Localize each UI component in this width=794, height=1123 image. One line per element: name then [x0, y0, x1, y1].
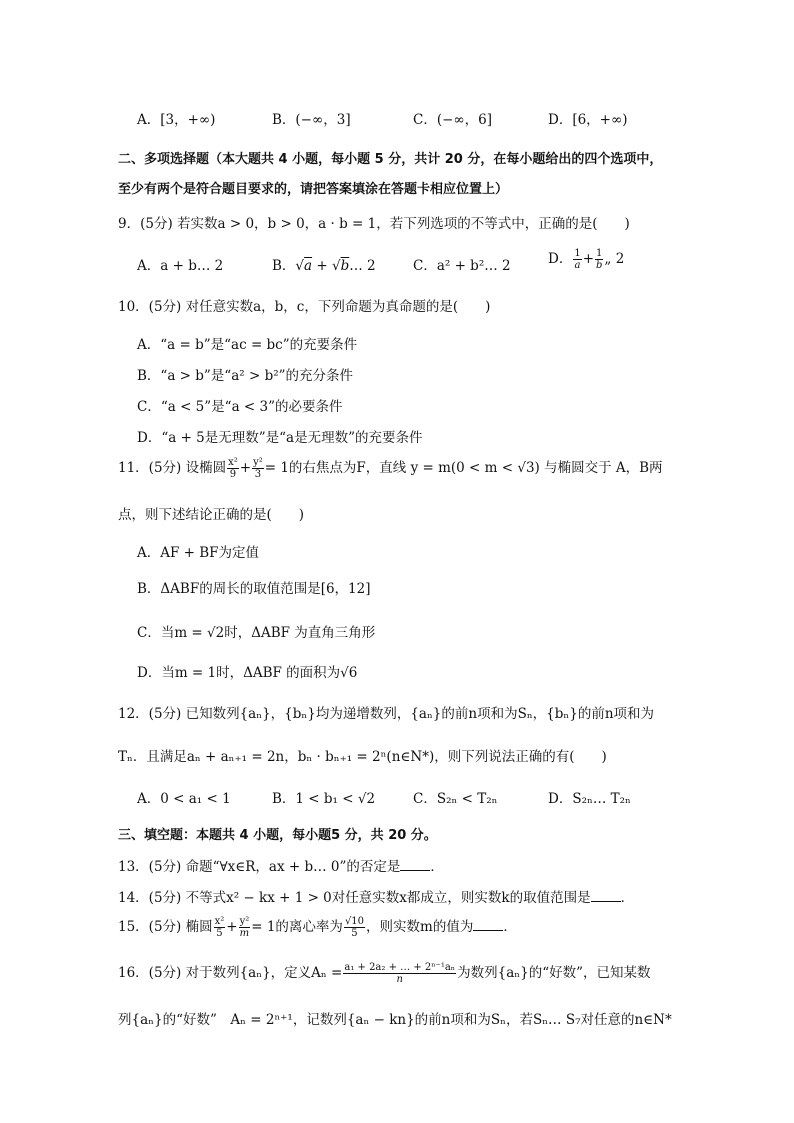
- q9-option-b: B．√a + √b… 2: [272, 258, 376, 274]
- q14-answer-blank[interactable]: [591, 889, 621, 902]
- q12-option-c: C．S₂ₙ < T₂ₙ: [413, 791, 498, 807]
- q11-option-d: D．当m = 1时，ΔABF 的面积为√6: [137, 665, 358, 681]
- q12-option-a: A．0 < a₁ < 1: [137, 791, 231, 807]
- q15-answer-blank[interactable]: [473, 918, 503, 931]
- q9-option-c: C．a² + b²… 2: [413, 258, 511, 274]
- q16-stem-line2: 列{aₙ}的“好数” Aₙ = 2ⁿ⁺¹，记数列{aₙ − kn}的前n项和为Sₙ，若Sₙ… S₇对任意的n∈N*: [118, 1012, 672, 1028]
- q11-stem-line2: 点，则下述结论正确的是( ): [118, 507, 305, 523]
- q10-stem: 10．(5分) 对任意实数a，b，c，下列命题为真命题的是( ): [118, 299, 491, 315]
- q10-option-d: D．“a + 5是无理数”是“a是无理数”的充要条件: [137, 430, 423, 446]
- q8-option-d: D．[6，+∞): [548, 112, 628, 128]
- q10-option-b: B．“a > b”是“a² > b²”的充分条件: [137, 368, 354, 384]
- q14-stem: 14．(5分) 不等式x² − kx + 1 > 0对任意实数x都成立，则实数k的取值范围是 ．: [118, 890, 635, 906]
- q13-answer-blank[interactable]: [400, 858, 430, 871]
- q12-stem-line2: Tₙ．且满足aₙ + aₙ₊₁ = 2n，bₙ · bₙ₊₁ = 2ⁿ(n∈N*)，则下列说法正确的有( ): [118, 749, 607, 765]
- q8-option-b: B．(−∞，3]: [272, 112, 351, 128]
- q9-stem: 9．(5分) 若实数a > 0，b > 0，a · b = 1，若下列选项的不等式中，正确的是( ): [118, 216, 630, 232]
- q12-option-b: B．1 < b₁ < √2: [272, 791, 376, 807]
- q11-option-b: B．ΔABF的周长的取值范围是[6，12]: [137, 581, 371, 597]
- q15-stem: 15．(5分) 椭圆 $\frac{\text{x²}}{5}$ + $\frac{\text{y²}}{m}$ = 1的离心率为 $\frac{√10}{5}$ ，则实数m的值为 ．: [118, 916, 517, 939]
- q11-option-c: C．当m = √2时，ΔABF 为直角三角形: [137, 625, 376, 641]
- q16-stem: 16．(5分) 对于数列{aₙ}，定义Aₙ = $\frac{\text{a₁ + 2a₂ + … + 2ⁿ⁻¹aₙ}}{n}$ 为数列{aₙ}的“好数”，已知某数: [118, 962, 651, 985]
- q11-stem: 11．(5分) 设椭圆 $\frac{\text{x²}}{9}$ + $\frac{\text{y²}}{3}$ = 1的右焦点为F，直线 y = m(0 < m < √3) 与椭圆交于 A，B两: [118, 457, 663, 480]
- q8-option-a: A．[3，+∞): [137, 112, 216, 128]
- q12-stem-line1: 12．(5分) 已知数列{aₙ}，{bₙ}均为递增数列，{aₙ}的前n项和为Sₙ，{bₙ}的前n项和为: [118, 706, 655, 722]
- section3-heading: 三、填空题：本题共 4 小题，每小题5 分，共 20 分。: [118, 828, 437, 843]
- q9-option-d: D． $\frac{1}{a}$ + $\frac{1}{b}$ „ 2: [548, 248, 625, 271]
- q10-option-a: A．“a = b”是“ac = bc”的充要条件: [137, 337, 358, 353]
- q9-option-a: A．a + b… 2: [137, 258, 224, 274]
- q8-option-c: C．(−∞，6]: [413, 112, 493, 128]
- q10-option-c: C．“a < 5”是“a < 3”的必要条件: [137, 399, 343, 415]
- q13-stem: 13．(5分) 命题“∀x∈R，ax + b… 0”的否定是 ．: [118, 859, 444, 875]
- section2-heading-line2: 至少有两个是符合题目要求的，请把答案填涂在答题卡相应位置上）: [118, 182, 509, 197]
- section2-heading-line1: 二、多项选择题（本大题共 4 小题，每小题 5 分，共计 20 分，在每小题给出的四个选项中，: [118, 152, 663, 167]
- q11-option-a: A．AF + BF为定值: [137, 545, 260, 561]
- q12-option-d: D．S₂ₙ… T₂ₙ: [548, 791, 631, 807]
